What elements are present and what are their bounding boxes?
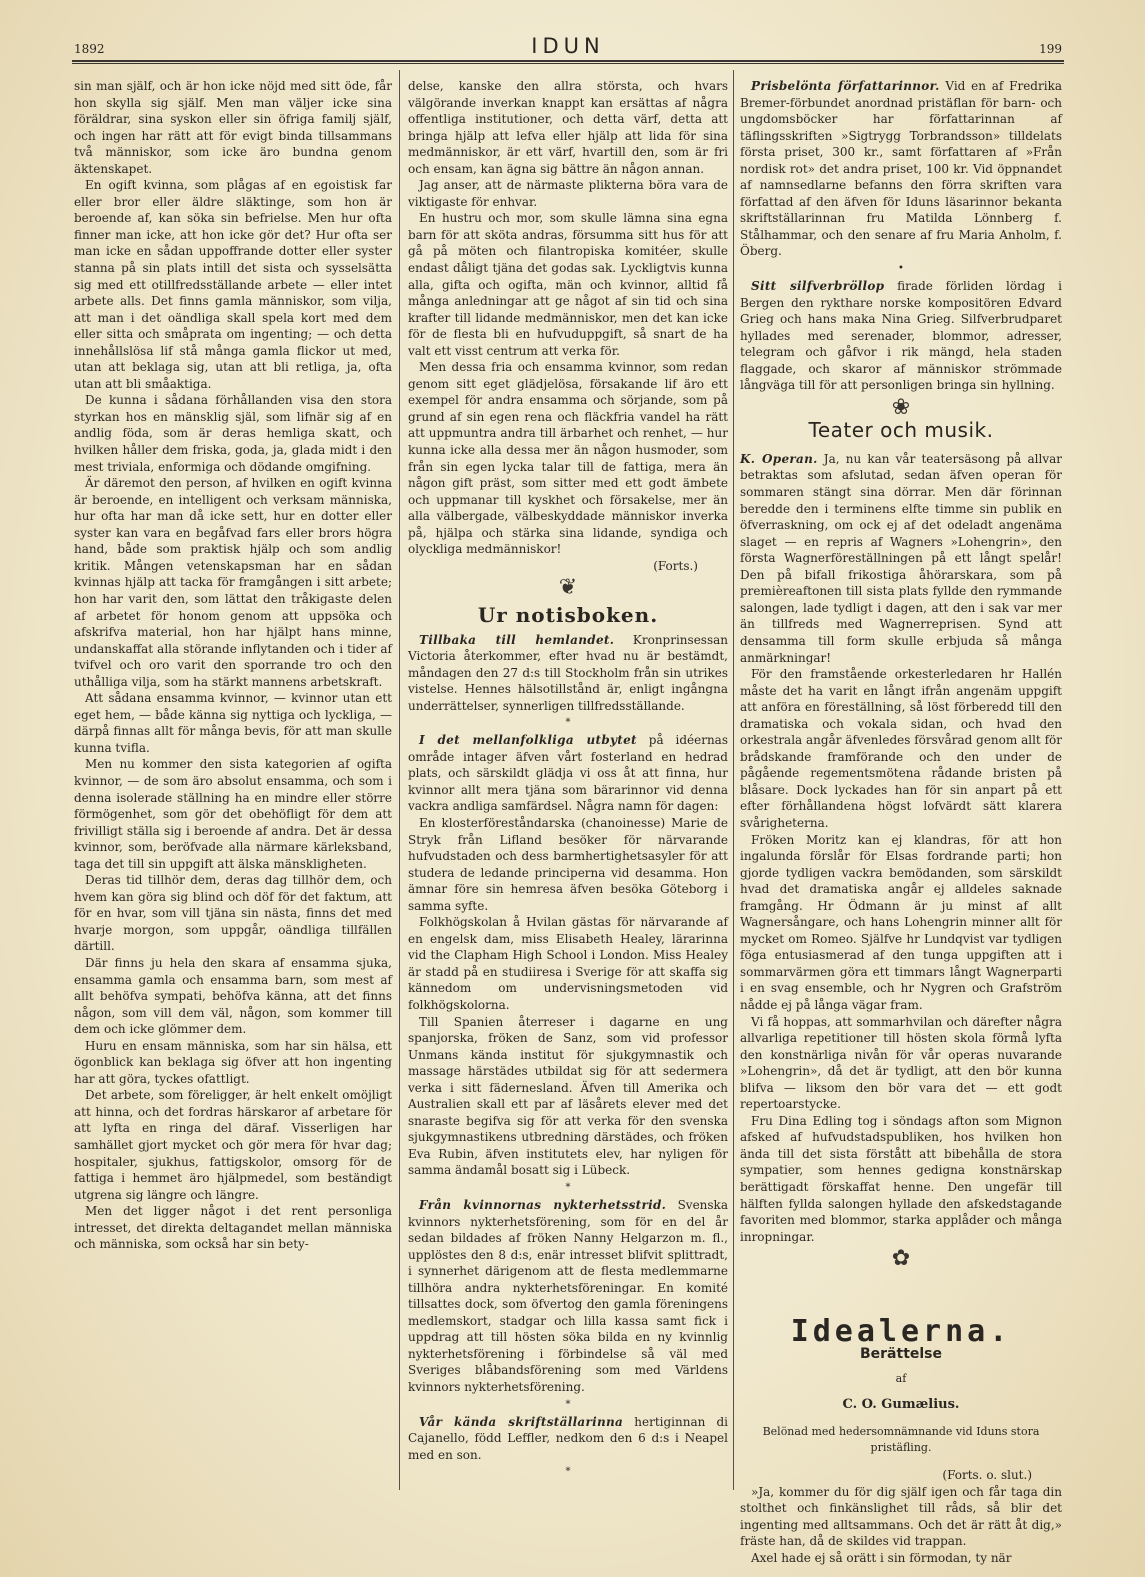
paragraph-text: Det arbete, som föreligger, är helt enkelt omöjligt att hinna, och det fordras härskaror af arbetare för att lyfta en ringa del däraf. Visserligen har samhället gjort mycket och gör mera för hvar dag; hospitaler, sjukhus, fattigskolor, omsorg för de fattiga i hemmet äro hjälpmedel, som beständigt utgrena sig längre och längre. — [74, 1088, 392, 1202]
paragraph — [408, 1414, 728, 1464]
paragraph — [74, 78, 392, 177]
masthead-title: IDUN — [531, 34, 605, 58]
section-separator: * — [565, 1182, 571, 1193]
paragraph — [74, 872, 392, 955]
column-divider — [399, 70, 400, 1490]
paragraph — [74, 475, 392, 690]
paragraph-text: Till Spanien återreser i dagarne en ung spanjorska, fröken de Sanz, som vid professor Unmans kända institut för sjukgymnastik och massage härstädes utbildat sig för att sedermera verka i sitt fädernesland. Äfven till Amerika och Australien skall ett par af läsårets elever med det snaraste begifva sig för att verka för den svenska sjukgymnastikens utbredning därstädes, och fröken Eva Rubin, äfven institutets elev, har nyligen för samma ändamål bosatt sig i Lübeck. — [408, 1014, 728, 1178]
section-heading: Teater och musik. — [808, 418, 994, 443]
byline-text: af — [895, 1371, 907, 1385]
paragraph-text: Kronprinsessan Victoria återkommer, efter hvad nu är bestämdt, måndagen den 27 d:s till Stockholm från sin utrikes vistelse. Hennes hälsotillstånd är, enligt ingångna underrättelser, synnerligen tillfredsställande. — [408, 632, 728, 713]
paragraph-text: Jag anser, att de närmaste plikterna böra vara de viktigaste för enhvar. — [408, 178, 728, 209]
paragraph — [408, 177, 728, 210]
paragraph-lead: Sitt silfverbröllop — [751, 279, 885, 294]
paragraph — [740, 278, 1062, 394]
column-divider — [733, 70, 734, 1490]
paragraph-text: »Ja, kommer du för dig själf igen och får taga din stolthet och finkänslighet till råds, så blir det ingenting med alltsammans. Och det är rätt åt dig,» fräste han, då de skildes vid trappan. — [740, 1484, 1062, 1549]
column-2 — [408, 78, 728, 1481]
paragraph — [408, 359, 728, 558]
paragraph-text: Folkhögskolan å Hvilan gästas för närvarande af en engelsk dam, miss Elisabeth Healey, lärarinna vid the Clapham High School i London. Miss Healey är stadd på en studiiresa i Sverige för att skaffa sig kännedom om undervisningsmetoden vid folkhögskolorna. — [408, 915, 728, 1012]
section-heading: Ur notisboken. — [477, 602, 659, 627]
paragraph-text: delse, kanske den allra största, och hvars välgörande inverkan knappt kan ersättas af några offentliga institutioner, och detta värf, detta att bringa hjälp att lefva eller hjälp att lida för sina medmänniskor, är ett värf, hvartill den, som är fri och ensam, kan ägna sig bättre än någon annan. — [408, 79, 728, 176]
paragraph — [408, 914, 728, 1013]
column-1 — [74, 78, 392, 1253]
paragraph-text: Deras tid tillhör dem, deras dag tillhör dem, och hvem kan göra sig blind och döf för det faktum, att för en hvar, som vill tjäna sin nästa, finns det med hvarje morgon, som uppgår, oändliga tillfällen därtill. — [74, 873, 392, 954]
paragraph-lead: K. Operan. — [740, 451, 818, 466]
page-header — [72, 34, 1064, 62]
continued-note: (Forts.) — [653, 558, 698, 573]
paragraph — [74, 690, 392, 756]
paragraph — [740, 1014, 1062, 1113]
paragraph-text: Där finns ju hela den skara af ensamma sjuka, ensamma gamla och ensamma barn, som mest af allt behöfva sympati, behöfva känna, att det finns någon, som vill dem väl, någon, som kommer till dem och icke glömmer dem. — [74, 955, 392, 1037]
right-page-number: 199 — [1039, 42, 1062, 56]
paragraph-text: Ja, nu kan vår teatersäsong på allvar betraktas som afslutad, sedan äfven operan för sommaren stängt sina dörrar. Men där förinnan beredde den i terminens elfte timme sin publik en öfverraskning, om ock ej af det odeladt angenäma slaget — en repris af Wagners »Lohengrin», den första Wagnerföreställningen på ett långt spelår! Den på bifall frikostiga åhörarskara, som på premièreaftonen till sista plats fyllde den rymmande salongen, lade tydligt i dagen, att den i sak var mer än tillfreds med Wagnerreprisen. Synd att densamma till form skulle erbjuda så många anmärkningar! — [740, 451, 1062, 665]
paragraph — [408, 1197, 728, 1396]
paragraph — [408, 78, 728, 177]
paragraph-text: Axel hade ej så orätt i sin förmodan, ty när — [751, 1550, 1012, 1565]
paragraph-lead: I det mellanfolkliga utbytet — [419, 733, 637, 748]
paragraph — [408, 210, 728, 359]
paragraph-text: De kunna i sådana förhållanden visa den stora styrkan hos en mänsklig själ, som lifnär sig af en andlig föda, som är deras hemliga skatt, och hvilken håller dem friska, goda, ja, glada midt i den mest triviala, enformiga och dödande omgifning. — [74, 393, 392, 474]
paragraph-text: Fru Dina Edling tog i söndags afton som Mignon afsked af hufvudstadspubliken, hos hvilken hon ända till det sista förstått att bibehålla de stora sympatier, som hennes gedigna konstnärskap berättigadt förskaffat henne. Den ungefär till hälften fyllda salongen hyllade den afskedstagande favoriten med blommor, starka applåder och många inropningar. — [740, 1113, 1062, 1244]
ornament-icon: ❦ — [558, 575, 578, 601]
section-separator: * — [565, 1398, 571, 1410]
paragraph — [740, 1550, 1062, 1567]
story-title: Idealerna. — [790, 1313, 1012, 1349]
section-separator: * — [565, 1466, 571, 1478]
paragraph-text: sin man själf, och är hon icke nöjd med sitt öde, får hon skylla sig själf. Men man väljer icke sina föräldrar, sina syskon eller sin öfriga familj själf, och ingen har rätt att för evigt binda tillsammans två människor, som icke äro bundna genom äktenskapet. — [74, 79, 392, 176]
left-page-number: 1892 — [74, 42, 105, 56]
paragraph-text: Vi få hoppas, att sommarhvilan och därefter några allvarliga repetitioner till hösten skola förmå lyfta den konstnärliga nivån för vår operas nuvarande »Lohengrin», då det är tydligt, att den bör kunna blifva — liksom den bör vara det — ett godt repertoarstycke. — [740, 1014, 1062, 1112]
paragraph — [408, 632, 728, 715]
byline-text: Belönad med hedersomnämnande vid Iduns stora pristäfling. — [762, 1424, 1040, 1455]
paragraph — [74, 756, 392, 872]
paragraph-text: En ogift kvinna, som plågas af en egoistisk far eller bror eller äldre släktinge, som hon är beroende af, kan söka sin befrielse. Men hur ofta finner man icke, att hon icke gör det? Hur ofta ser man icke en sådan uppoffrande dotter eller syster stanna på sin plats intill det sista och sysselsätta sig med ett otillfredsställande arbete — eller intet arbete alls. Det finns gamla människor, som vilja, att man i det oändliga skall spela kort med dem eller sitta och småprata om ingenting; — och detta innehållslösa lif stå många gamla flickor ut med, utan att beklaga sig, utan att bli retliga, ja, ofta utan att bli småaktiga. — [74, 178, 392, 391]
paragraph — [408, 1014, 728, 1179]
paragraph-text: Är däremot den person, af hvilken en ogift kvinna är beroende, en intelligent och verksam människa, hur ofta har man då icke sett, hur en dotter eller syster kan vara en begåfvad fars eller brors högra hand, både som praktisk hjälp och som andlig kritik. Mången vetenskapsman har en sådan kvinnas hjälp att tacka för framgången i sitt arbete; hon har varit den, som lättat den tråkigaste delen af arbetet för honom genom att uppsöka och afskrifva material, hon har hjälpt hans minne, undanskaffat alla störande inflytanden och i tider af tvifvel och oro varit den sporrande tro och den uthålliga vilja, som ha stärkt mannens arbetskraft. — [74, 476, 392, 689]
ornament-icon: ❀ — [891, 394, 911, 420]
story-subtitle: Berättelse — [859, 1346, 943, 1363]
paragraph — [74, 1203, 392, 1253]
paragraph — [740, 1113, 1062, 1245]
paragraph-text: på idéernas område intager äfven vårt fosterland en hedrad plats, och särskildt glädja vi oss åt att finna, hur kvinnor allt mera tjäna som bärarinnor vid denna vackra andliga samfärdsel. Några namn för dagen: — [408, 733, 728, 814]
ornament-icon: ✿ — [891, 1246, 911, 1272]
header-rule — [72, 63, 1064, 64]
paragraph — [408, 732, 728, 815]
paragraph-text: Huru en ensam människa, som har sin hälsa, ett ögonblick kan beklaga sig öfver att hon ingenting har att göra, tyckes ofattligt. — [74, 1038, 392, 1086]
paragraph — [740, 832, 1062, 1014]
paragraph-lead: Tillbaka till hemlandet. — [419, 632, 615, 647]
paragraph-text: En hustru och mor, som skulle lämna sina egna barn för att sköta andras, försumma sitt hus för att gå på möten och filantropiska komitéer, skulle endast dåligt tjäna det godas sak. Lyckligtvis kunna alla, gifta och ogifta, män och kvinnor, alltid få många anledningar att ge något af sin tid och sina krafter till lidande medmänniskor, men det kan icke för de flesta bli en hufvuduppgift, så snart de ha valt ett visst centrum att verka för. — [408, 211, 728, 358]
paragraph — [740, 451, 1062, 666]
paragraph — [408, 815, 728, 914]
paragraph — [74, 1038, 392, 1088]
paragraph-text: Vid en af Fredrika Bremer-förbundet anordnad pristäflan för barn- och ungdomsböcker har författarinnan af täflingsskriften »Sigtrygg Torbrandsson» tilldelats första priset, 300 kr., samt författaren af »Från nordisk rot» det andra priset, 100 kr. Vid öppnandet af namnsedlarne befanns den förra skriften vara författad af den äfven för Iduns läsarinnor bekanta skriftställarinnan fru Matilda Lönnberg f. Stålhammar, och den senare af fru Maria Anholm, f. Öberg. — [740, 79, 1062, 259]
paragraph-text: Svenska kvinnors nykterhetsförening, som för en del år sedan bildades af fröken Nanny Helgarzon m. fl., upplöstes den 8 d:s, enär intresset blifvit splittradt, i synnerhet därigenom att de flesta medlemmarne tillhöra andra nykterhetsföreningar. En komité tillsattes dock, som öfvertog den gamla föreningens medlemskort, stadgar och lilla kassa samt fick i uppdrag att till hösten söka bilda en ny kvinnlig nykterhetsförening i förbindelse så väl med Sveriges blåbandsförening som med Världens kvinnors nykterhetsförening. — [408, 1198, 728, 1395]
section-separator: * — [565, 717, 571, 729]
paragraph-text: Men dessa fria och ensamma kvinnor, som redan genom sitt eget glädjelösa, försakande lif äro ett exempel för andra ensamma och sörjande, som på grund af sin egen rena och fläckfria vandel ha rätt att uppmuntra andra till ärbarhet och renhet, — hur kunna icke alla dessa mer än någon husmoder, som från sin egen lycka talar till de fattiga, mera än någon gift präst, som sitter med ett godt ämbete och uppmanar till kyskhet och försakelse, mer än alla välbergade, välbeskyddade människor inverka på, hjälpa och stärka sina lidande, syndiga och olyckliga medmänniskor! — [408, 360, 728, 557]
paragraph — [740, 666, 1062, 831]
paragraph-text: hertiginnan di Cajanello, född Leffler, nedkom den 6 d:s i Neapel med en son. — [408, 1414, 728, 1462]
paragraph — [740, 78, 1062, 260]
paragraph-text: Men det ligger något i det rent personliga intresset, det direkta deltagandet mellan människa och människa, som också har sin bety- — [74, 1204, 392, 1252]
paragraph-text: Fröken Moritz kan ej klandras, för att hon ingalunda förslår för Elsas fordrande parti; hon gjorde tydligen vackra bemödanden, som särskildt hvad det dramatiska angår ej alldeles saknade framgång. Hr Ödmann är ju minst af allt Wagnersångare, och hans Lohengrin minner allt för mycket om Romeo. Själfve hr Lundqvist var tydligen föga entusiasmerad af den tunga uppgiften att i sommarvärmen göra ett timmars långt Wagnerparti i en svag ensemble, och hr Nygren och Grafström nådde ej på långa vägar fram. — [740, 832, 1062, 1012]
author-name: C. O. Gumælius. — [842, 1397, 960, 1413]
paragraph — [74, 955, 392, 1038]
paragraph-text: Att sådana ensamma kvinnor, — kvinnor utan ett eget hem, — både känna sig nyttiga och lyckliga, — därpå finnas allt för många bevis, för att man skulle kunna tvifla. — [74, 691, 392, 755]
paragraph-text: För den framstående orkesterledaren hr Hallén måste det ha varit en långt ifrån angenäm uppgift att anföra en föreställning, så löst förberedd till den dramatiska och vokala sidan, och hvad den orkestrala angår äfvenledes försvårad genom allt för brådskande framförande och den under de pågående regementsmötena rådande bristen på blåsare. Dock lyckades han för sin anpart på ett efter förhållandena högst lofvärdt sätt klarera svårigheterna. — [740, 667, 1062, 830]
paragraph-text: En klosterföreståndarska (chanoinesse) Marie de Stryk från Lifland besöker för närvarande hufvudstaden och dess barmhertighetsasyler för att studera de ledande principerna vid desamma. Hon ämnar före sin hemresa äfven besöka Göteborg i samma syfte. — [408, 815, 728, 913]
column-3 — [740, 78, 1062, 1566]
paragraph — [74, 1087, 392, 1203]
section-separator: • — [898, 263, 904, 275]
paragraph — [74, 392, 392, 475]
paragraph-lead: Vår kända skriftställarinna — [419, 1414, 624, 1429]
paragraph-lead: Prisbelönta författarinnor. — [751, 79, 940, 93]
paragraph — [74, 177, 392, 392]
paragraph-lead: Från kvinnornas nykterhetsstrid. — [419, 1198, 667, 1212]
paragraph-text: firade förliden lördag i Bergen den rykthare norske kompositören Edvard Grieg och hans maka Nina Grieg. Silfverbrudparet hyllades med serenader, blommor, adresser, telegram och gåfvor i rik mängd, hela staden flaggade, och skaror af människor strömmade långväga till för att personligen bringa sin hyllning. — [740, 279, 1062, 393]
continued-note: (Forts. o. slut.) — [942, 1468, 1032, 1483]
paragraph-text: Men nu kommer den sista kategorien af ogifta kvinnor, — de som äro absolut ensamma, och som i denna isolerade ställning ha en mindre eller större förmögenhet, som gör det obehöfligt för dem att frivilligt ställa sig i beroende af andra. Det är dessa kvinnor, som, beröfvade alla närmare kärleksband, taga det till sin uppgift att älska mänskligheten. — [74, 757, 392, 871]
paragraph — [740, 1484, 1062, 1550]
